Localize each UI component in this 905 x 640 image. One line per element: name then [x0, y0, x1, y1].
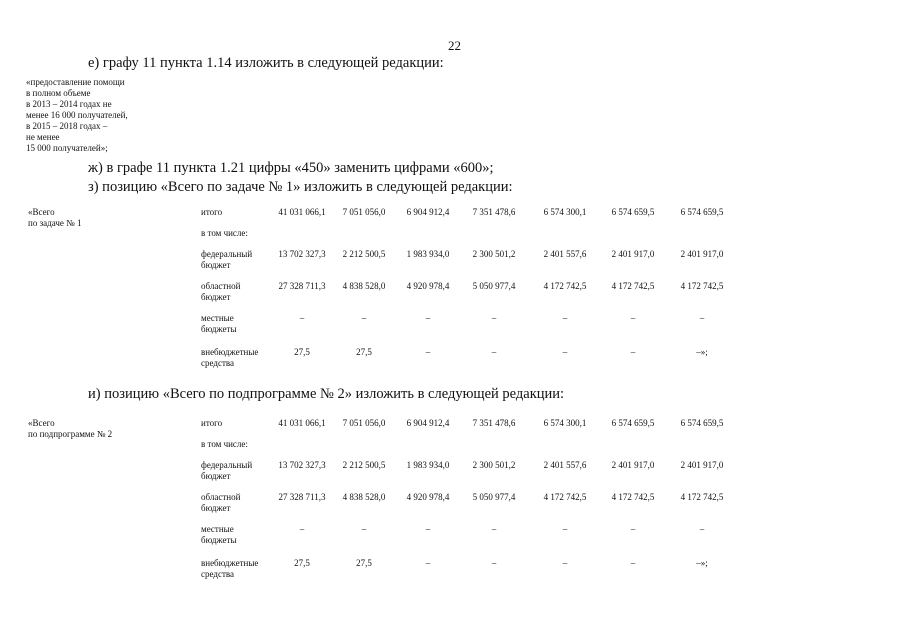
table-cell: 6 574 659,5: [611, 207, 655, 217]
row-label: местные: [201, 524, 234, 534]
table-cell: 2 401 557,6: [543, 460, 587, 470]
table-cell: 7 351 478,6: [472, 418, 516, 428]
quote-line: в полном объеме: [26, 88, 91, 98]
table-cell: 13 702 327,3: [278, 249, 326, 259]
table-cell: 2 401 917,0: [680, 249, 724, 259]
table-cell: 4 920 978,4: [406, 281, 450, 291]
row-label: бюджет: [201, 471, 231, 481]
table-cell: 2 401 917,0: [611, 249, 655, 259]
table-cell: 2 212 500,5: [342, 460, 386, 470]
table-cell: –: [630, 524, 636, 534]
row-label: бюджет: [201, 292, 231, 302]
quote-line: менее 16 000 получателей,: [26, 110, 128, 120]
row-label: в том числе:: [201, 228, 248, 238]
table-cell: –»;: [696, 558, 708, 568]
row-label: средства: [201, 358, 235, 368]
row-label: внебюджетные: [201, 558, 259, 568]
row-label: областной: [201, 492, 241, 502]
table-cell: 13 702 327,3: [278, 460, 326, 470]
table-cell: 6 904 912,4: [406, 418, 450, 428]
table-cell: –: [491, 558, 497, 568]
table-cell: –: [361, 524, 367, 534]
table-cell: 6 574 300,1: [543, 418, 587, 428]
table-cell: 2 401 917,0: [680, 460, 724, 470]
table-cell: 6 574 659,5: [611, 418, 655, 428]
table-cell: 4 920 978,4: [406, 492, 450, 502]
table-cell: –: [630, 313, 636, 323]
table-cell: 27,5: [356, 347, 372, 357]
row-label: бюджет: [201, 260, 231, 270]
table-cell: –: [425, 558, 431, 568]
table-cell: –: [425, 524, 431, 534]
table-cell: –: [630, 558, 636, 568]
table-cell: –: [562, 558, 568, 568]
table-cell: 4 172 742,5: [680, 492, 724, 502]
table-cell: 6 574 659,5: [680, 418, 724, 428]
table-cell: 5 050 977,4: [472, 492, 516, 502]
table-cell: 4 172 742,5: [680, 281, 724, 291]
table-cell: –: [425, 347, 431, 357]
row-label: федеральный: [201, 460, 253, 470]
table-cell: 27,5: [356, 558, 372, 568]
quote-line: не менее: [26, 132, 60, 142]
row-label: федеральный: [201, 249, 253, 259]
table-cell: 6 904 912,4: [406, 207, 450, 217]
table-cell: –: [361, 313, 367, 323]
table-cell: 41 031 066,1: [278, 418, 326, 428]
table-cell: 2 300 501,2: [472, 460, 516, 470]
table-cell: 7 051 056,0: [342, 207, 386, 217]
table-cell: 1 983 934,0: [406, 460, 450, 470]
table-cell: –: [425, 313, 431, 323]
row-label: в том числе:: [201, 439, 248, 449]
table-cell: –: [491, 313, 497, 323]
quote-line: в 2013 – 2014 годах не: [26, 99, 112, 109]
table-title-line: по подпрограмме № 2: [28, 429, 113, 439]
table-cell: 4 172 742,5: [611, 281, 655, 291]
quote-line: 15 000 получателей»;: [26, 143, 108, 153]
table-cell: 5 050 977,4: [472, 281, 516, 291]
table-title-line: по задаче № 1: [28, 218, 82, 228]
row-label: бюджет: [201, 503, 231, 513]
table-cell: 27,5: [294, 347, 310, 357]
row-label: внебюджетные: [201, 347, 259, 357]
table-cell: 4 172 742,5: [543, 492, 587, 502]
row-label: местные: [201, 313, 234, 323]
row-label: областной: [201, 281, 241, 291]
table-cell: 2 401 557,6: [543, 249, 587, 259]
quote-line: в 2015 – 2018 годах –: [26, 121, 108, 131]
row-label: итого: [201, 207, 223, 217]
row-label: итого: [201, 418, 223, 428]
table-cell: 27 328 711,3: [278, 281, 326, 291]
table-cell: –»;: [696, 347, 708, 357]
table-cell: –: [562, 347, 568, 357]
heading-e: е) графу 11 пункта 1.14 изложить в следующей редакции:: [88, 55, 444, 71]
table-cell: 4 172 742,5: [543, 281, 587, 291]
table-cell: –: [630, 347, 636, 357]
table-cell: –: [299, 524, 305, 534]
table-cell: 1 983 934,0: [406, 249, 450, 259]
table-cell: 7 351 478,6: [472, 207, 516, 217]
table-cell: 4 838 528,0: [342, 281, 386, 291]
table-cell: 41 031 066,1: [278, 207, 326, 217]
table-cell: –: [699, 524, 705, 534]
table-cell: –: [299, 313, 305, 323]
row-label: бюджеты: [201, 535, 237, 545]
quote-line: «предоставление помощи: [26, 77, 125, 87]
table-cell: –: [699, 313, 705, 323]
table-cell: –: [491, 347, 497, 357]
table-cell: 6 574 659,5: [680, 207, 724, 217]
quote-block: [26, 77, 176, 154]
table-cell: 7 051 056,0: [342, 418, 386, 428]
table-cell: –: [491, 524, 497, 534]
heading-z: з) позицию «Всего по задаче № 1» изложить в следующей редакции:: [88, 179, 513, 195]
table-cell: –: [562, 313, 568, 323]
table-cell: –: [562, 524, 568, 534]
table-cell: 2 401 917,0: [611, 460, 655, 470]
table-title-line: «Всего: [28, 418, 55, 428]
heading-i: и) позицию «Всего по подпрограмме № 2» изложить в следующей редакции:: [88, 386, 565, 402]
table-cell: 27,5: [294, 558, 310, 568]
table-cell: 27 328 711,3: [278, 492, 326, 502]
table-cell: 6 574 300,1: [543, 207, 587, 217]
page-number: 22: [448, 38, 461, 53]
table-title-line: «Всего: [28, 207, 55, 217]
row-label: бюджеты: [201, 324, 237, 334]
table-cell: 4 172 742,5: [611, 492, 655, 502]
row-label: средства: [201, 569, 235, 579]
table-cell: 4 838 528,0: [342, 492, 386, 502]
table-cell: 2 300 501,2: [472, 249, 516, 259]
table-cell: 2 212 500,5: [342, 249, 386, 259]
heading-zh: ж) в графе 11 пункта 1.21 цифры «450» заменить цифрами «600»;: [88, 160, 494, 176]
